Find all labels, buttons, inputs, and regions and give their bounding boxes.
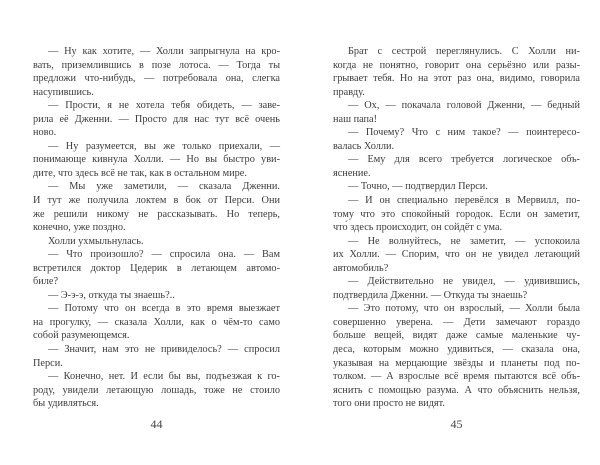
text-line: правду.: [333, 86, 365, 98]
text-line: их Холли. — Спорим, что он не увидел летающий: [333, 249, 580, 261]
right-page-number: 45: [450, 417, 463, 431]
text-line: — Мы уже заметили, — сказала Дженни.: [48, 181, 280, 193]
text-line: — И он специально перевёлся в Мервилл, по-: [348, 195, 580, 207]
text-line: понимающе кивнула Холли. — Но вы быстро уви-: [33, 154, 280, 166]
text-line: — Э-э-э, откуда ты знаешь?..: [48, 289, 175, 301]
text-line: — Ну как хотите, — Холли запрыгнула на кро-: [48, 46, 280, 57]
text-line: что́ здесь происходит, он сойдёт с ума.: [333, 222, 503, 234]
text-line: яснить с помощью разума. А что объяснить нельзя,: [333, 384, 580, 396]
text-line: на прогулку, — сказала Холли, как о чём-то само: [33, 316, 280, 328]
text-line: биле?: [33, 276, 59, 288]
text-line: яснение.: [333, 167, 371, 179]
text-line: тому что это спокойный городок. Если он заметит,: [333, 208, 580, 220]
left-page-text: [33, 45, 280, 411]
text-line: — Прости, я не хотела тебя обидеть, — заве-: [48, 100, 280, 112]
text-line: — Ох, — покачала головой Дженни, — бедный: [348, 100, 580, 112]
text-line: Перси.: [33, 357, 63, 369]
text-line: встретился доктор Цедерик в летающем автомо-: [33, 262, 280, 274]
text-line: И тут же получила локтем в бок от Перси. Они: [33, 195, 280, 207]
text-line: — Потому что он всегда в это время выезжает: [48, 303, 280, 315]
text-line: указывая на мерцающие звёзды и планеты под по-: [333, 357, 580, 369]
text-line: больше вещей, видят даже самые маленькие чу-: [333, 330, 580, 342]
text-line: — Точно, — подтвердил Перси.: [348, 181, 488, 193]
text-line: — Конечно, нет. И если бы вы, подъезжая к го-: [48, 371, 280, 383]
text-line: — Ему для всего требуется логическое объ-: [348, 154, 580, 166]
left-page-number: 44: [150, 417, 163, 431]
text-line: дите, что здесь всё не так, как в остальном мире.: [33, 167, 247, 179]
right-page-text: [333, 45, 580, 411]
text-line: грывает тебя. Но на этот раз она, видимо, говорила: [333, 73, 580, 85]
text-line: когда не понятно, говорит она серьёзно или разы-: [333, 59, 580, 71]
text-line: — Значит, нам это не привиделось? — спросил: [48, 344, 280, 356]
text-line: — Действительно не увидел, — удивившись,: [348, 276, 580, 288]
text-line: насупившись.: [33, 86, 94, 98]
text-line: вать, приземлившись в позе лотоса. — Тогда ты: [33, 59, 280, 71]
text-line: подтвердила Дженни. — Откуда ты знаешь?: [333, 289, 528, 301]
text-line: валась Холли.: [333, 140, 395, 152]
text-line: конечно, уже поздно.: [33, 222, 126, 234]
text-line: бы удивляться.: [33, 398, 99, 410]
text-line: деса, которым можно удивиться, — сказала она,: [333, 344, 580, 356]
text-line: собой разумеющемся.: [33, 330, 130, 342]
text-line: же решили никому не рассказывать. Но теперь,: [33, 208, 280, 220]
text-line: предложи что-нибудь, — потребовала она, слегка: [33, 73, 280, 85]
text-line: наш папа!: [333, 113, 378, 125]
text-line: толком. — А взрослые всё время пытаются всё объ-: [333, 371, 580, 383]
text-line: Холли ухмыльнулась.: [48, 235, 144, 247]
text-line: того они просто не видят.: [333, 398, 445, 410]
text-line: автомобиль?: [333, 262, 389, 274]
text-line: — Ну разумеется, вы же только приехали, —: [48, 140, 280, 152]
text-line: Брат с сестрой переглянулись. С Холли ни-: [348, 46, 580, 57]
text-line: — Не волнуйтесь, не заметит, — успокоила: [348, 235, 580, 247]
text-line: — Что произошло? — спросила она. — Вам: [48, 249, 280, 261]
text-line: роду, увидели летающую лошадь, тоже не стоило: [33, 384, 280, 396]
text-line: — Это потому, что он взрослый, — Холли была: [348, 303, 580, 315]
text-line: — Почему? Что с ним такое? — поинтересо-: [348, 127, 580, 139]
text-line: рила её Дженни. — Просто для нас тут всё очень: [33, 113, 280, 125]
text-line: совершенно уверена. — Дети замечают гораздо: [333, 316, 580, 328]
text-line: ново.: [33, 127, 57, 139]
